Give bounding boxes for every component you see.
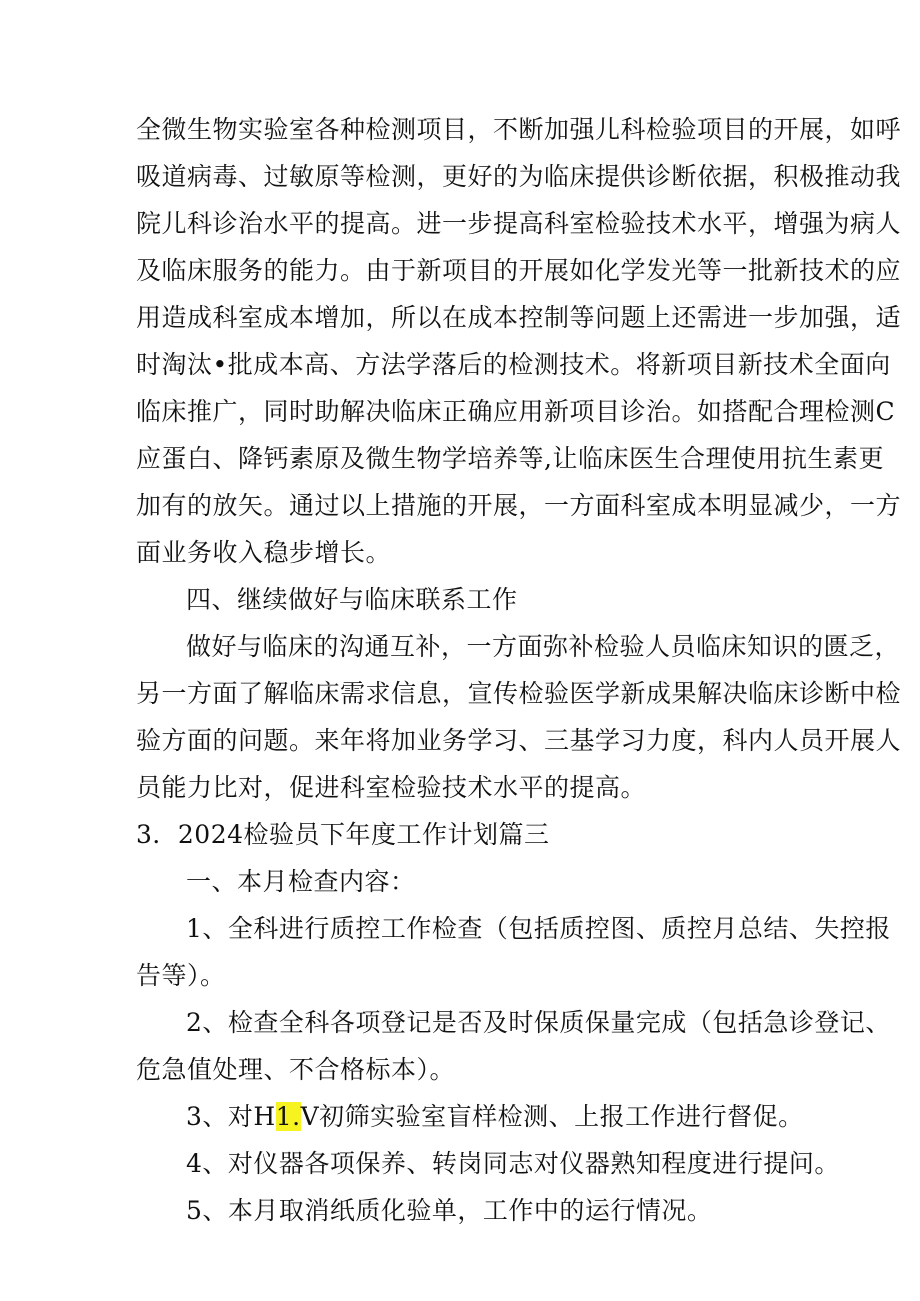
list-item-prefix: 3、对H [186, 1102, 276, 1131]
paragraph-line: 面业务收入稳步增长。 [136, 538, 392, 567]
list-item [186, 1099, 804, 1135]
highlighted-text: 1. [275, 1102, 301, 1131]
paragraph-line: 加有的放矢。通过以上措施的开展，一方面科室成本明显减少，一方 [136, 491, 902, 520]
paragraph-line: 应蛋白、降钙素原及微生物学培养等,让临床医生合理使用抗生素更 [136, 444, 884, 473]
list-item-line: 1、全科进行质控工作检查（包括质控图、质控月总结、失控报 [186, 914, 891, 943]
paragraph-line: 时淘汰•批成本高、方法学落后的检测技术。将新项目新技术全面向 [136, 350, 891, 379]
list-item-line: 告等）。 [136, 961, 226, 990]
paragraph-line: 验方面的问题。来年将加业务学习、三基学习力度，科内人员开展人 [136, 726, 902, 755]
paragraph-line: 用造成科室成本增加，所以在成本控制等问题上还需进一步加强，适 [136, 303, 902, 332]
subheading: 一、本月检查内容： [186, 867, 416, 896]
paragraph-line: 做好与临床的沟通互补，一方面弥补检验人员临床知识的匮乏， [186, 632, 901, 661]
paragraph-line: 及临床服务的能力。由于新项目的开展如化学发光等一批新技术的应 [136, 256, 902, 285]
plan-title: 3．2024检验员下年度工作计划篇三 [136, 820, 550, 849]
list-item: 4、对仪器各项保养、转岗同志对仪器熟知程度进行提问。 [186, 1149, 840, 1178]
list-item: 5、本月取消纸质化验单，工作中的运行情况。 [186, 1196, 713, 1225]
paragraph-line: 全微生物实验室各种检测项目，不断加强儿科检验项目的开展，如呼 [136, 115, 902, 144]
paragraph-line: 另一方面了解临床需求信息，宣传检验医学新成果解决临床诊断中检 [136, 679, 902, 708]
section-heading: 四、继续做好与临床联系工作 [186, 585, 518, 614]
paragraph-line: 员能力比对，促进科室检验技术水平的提高。 [136, 773, 647, 802]
paragraph-line: 吸道病毒、过敏原等检测，更好的为临床提供诊断依据，积极推动我 [136, 162, 902, 191]
paragraph-line: 院儿科诊治水平的提高。进一步提高科室检验技术水平，增强为病人 [136, 209, 902, 238]
list-item-line: 危急值处理、不合格标本）。 [136, 1055, 456, 1084]
list-item-suffix: V初筛实验室盲样检测、上报工作进行督促。 [300, 1102, 804, 1131]
list-item-line: 2、检查全科各项登记是否及时保质保量完成（包括急诊登记、 [186, 1008, 891, 1037]
paragraph-line: 临床推广，同时助解决临床正确应用新项目诊治。如搭配合理检测C [136, 397, 896, 426]
